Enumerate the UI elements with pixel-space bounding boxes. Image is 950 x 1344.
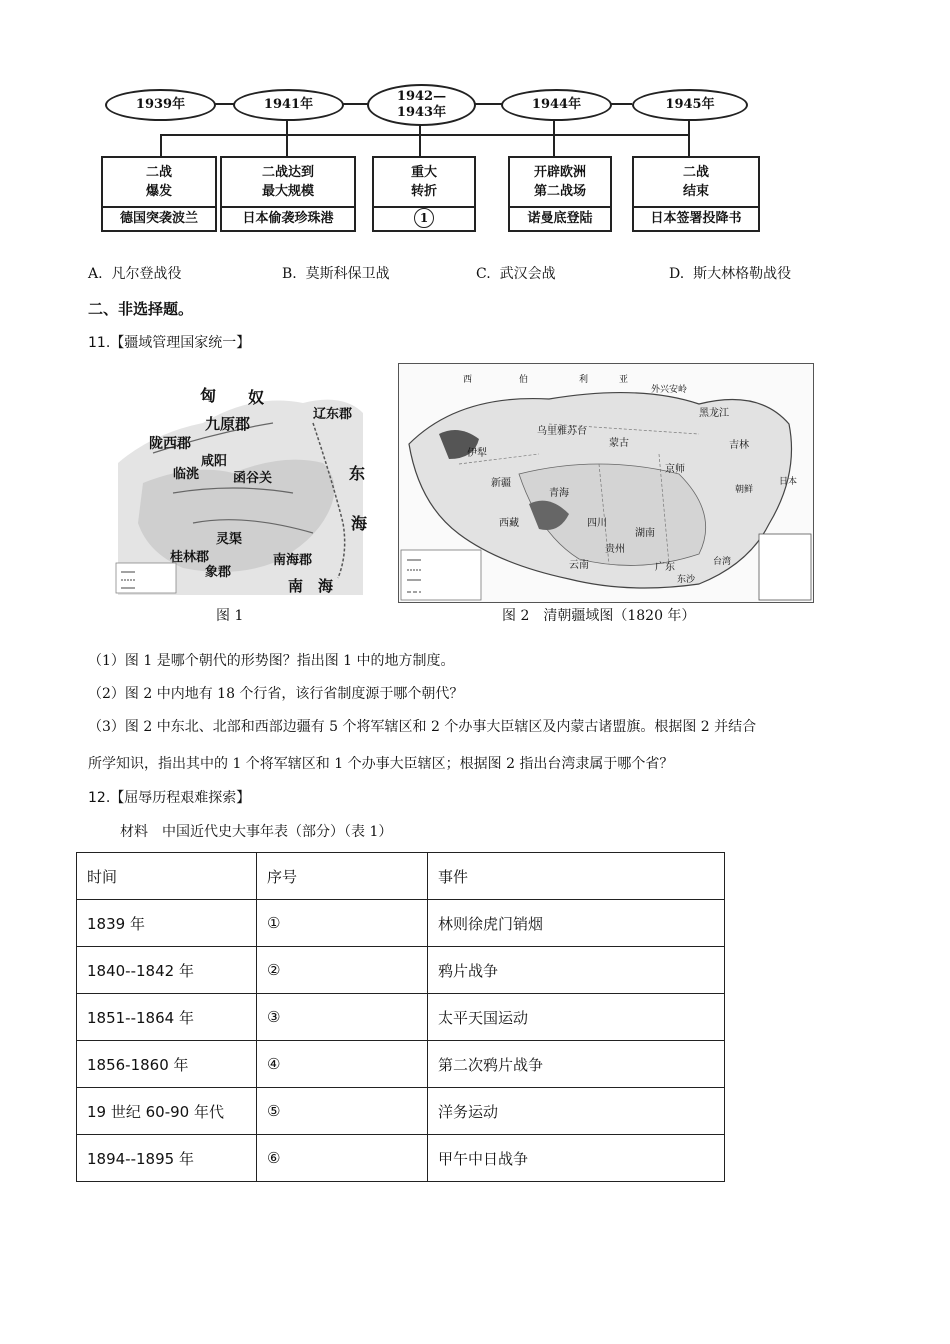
option-text: 凡尔登战役 bbox=[111, 266, 182, 282]
table-cell: 洋务运动 bbox=[428, 1088, 725, 1135]
map-label: 新疆 bbox=[491, 478, 511, 489]
question-11-title: 11.【疆域管理国家统一】 bbox=[88, 335, 251, 351]
map-label: 函谷关 bbox=[233, 471, 273, 486]
table-row bbox=[77, 994, 725, 1041]
event-title: 二战 bbox=[145, 165, 172, 180]
connector bbox=[553, 120, 555, 158]
option-text: 斯大林格勒战役 bbox=[693, 266, 792, 282]
year-label: 1939年 bbox=[135, 97, 186, 112]
map-label: 东沙 bbox=[677, 575, 696, 585]
map-label: 蒙古 bbox=[609, 438, 629, 449]
option-letter: A. bbox=[88, 266, 103, 282]
map-label: 陇西郡 bbox=[149, 436, 191, 452]
map-label: 四川 bbox=[587, 518, 607, 529]
event-title: 爆发 bbox=[145, 184, 172, 199]
map-label: 九原郡 bbox=[205, 415, 251, 433]
blank-marker: 1 bbox=[414, 208, 434, 228]
year-oval bbox=[632, 89, 748, 121]
map-label: 亚 bbox=[619, 375, 629, 385]
option-text: 武汉会战 bbox=[499, 266, 556, 282]
table-cell: 1851--1864 年 bbox=[77, 994, 257, 1041]
table-cell: 太平天国运动 bbox=[428, 994, 725, 1041]
connector bbox=[419, 124, 421, 158]
map-label: 云南 bbox=[569, 560, 589, 571]
table-cell: 林则徐虎门销烟 bbox=[428, 900, 725, 947]
map-label: 利 bbox=[579, 375, 589, 385]
events-table bbox=[76, 852, 725, 1182]
year-label: 1941年 bbox=[263, 97, 314, 112]
year-label: 1945年 bbox=[665, 97, 715, 112]
event-title: 二战达到 bbox=[261, 165, 314, 180]
event-box bbox=[101, 156, 217, 232]
connector bbox=[341, 103, 369, 105]
figure-2-caption: 图 2 清朝疆域图（1820 年） bbox=[502, 608, 696, 624]
option-b[interactable] bbox=[282, 263, 390, 283]
option-letter: B. bbox=[282, 266, 297, 282]
event-detail: 诺曼底登陆 bbox=[527, 211, 593, 226]
question-11-1: （1）图 1 是哪个朝代的形势图？指出图 1 中的地方制度。 bbox=[88, 653, 455, 669]
event-title: 结束 bbox=[682, 184, 709, 199]
figure-1-caption: 图 1 bbox=[216, 608, 244, 624]
map-label: 吉林 bbox=[729, 440, 749, 451]
map-label: 黑龙江 bbox=[699, 408, 729, 419]
map-label: 咸阳 bbox=[201, 454, 228, 469]
table-cell: 19 世纪 60-90 年代 bbox=[77, 1088, 257, 1135]
map-label: 湖南 bbox=[635, 528, 655, 539]
map-label: 东 bbox=[349, 464, 366, 483]
option-letter: D. bbox=[669, 266, 685, 282]
table-cell: 鸦片战争 bbox=[428, 947, 725, 994]
map-label: 乌里雅苏台 bbox=[537, 426, 587, 437]
event-title: 转折 bbox=[410, 184, 437, 199]
year-label: 1942— 1943年 bbox=[396, 89, 447, 120]
year-oval bbox=[501, 89, 612, 121]
event-box bbox=[372, 156, 476, 232]
material-caption: 材料 中国近代史大事年表（部分）（表 1） bbox=[120, 824, 393, 840]
map-label: 日本 bbox=[779, 477, 798, 487]
map-label: 贵州 bbox=[605, 544, 625, 555]
connector bbox=[213, 103, 235, 105]
table-header: 时间 bbox=[77, 853, 257, 900]
map-label: 象郡 bbox=[205, 565, 232, 580]
question-12-title: 12.【屈辱历程艰难探索】 bbox=[88, 790, 251, 806]
table-row bbox=[77, 1135, 725, 1182]
table-header: 事件 bbox=[428, 853, 725, 900]
map-label: 京师 bbox=[665, 464, 685, 475]
table-row bbox=[77, 1041, 725, 1088]
section-title: 二、非选择题。 bbox=[88, 300, 194, 318]
map-label: 桂林郡 bbox=[170, 550, 210, 565]
option-d[interactable] bbox=[669, 263, 791, 283]
map-label: 辽东郡 bbox=[313, 407, 353, 422]
table-cell: 1839 年 bbox=[77, 900, 257, 947]
connector bbox=[160, 134, 690, 136]
table-row bbox=[77, 900, 725, 947]
map-label: 海 bbox=[318, 577, 334, 595]
map-label: 伯 bbox=[519, 375, 529, 385]
year-oval bbox=[233, 89, 344, 121]
event-title: 开辟欧洲 bbox=[533, 165, 586, 180]
year-oval bbox=[105, 89, 216, 121]
table-cell: 第二次鸦片战争 bbox=[428, 1041, 725, 1088]
map-label: 海 bbox=[351, 514, 368, 533]
map-label: 临洮 bbox=[173, 467, 200, 482]
year-oval bbox=[367, 84, 476, 126]
map-label: 外兴安岭 bbox=[651, 385, 688, 395]
connector bbox=[286, 120, 288, 158]
table-header-row bbox=[77, 853, 725, 900]
map-label: 台湾 bbox=[713, 557, 732, 567]
map-label: 西藏 bbox=[499, 518, 519, 529]
map-label: 广东 bbox=[655, 562, 675, 573]
year-label: 1944年 bbox=[531, 97, 582, 112]
table-cell: 1856-1860 年 bbox=[77, 1041, 257, 1088]
event-box bbox=[632, 156, 760, 232]
connector bbox=[472, 103, 502, 105]
table-cell: 甲午中日战争 bbox=[428, 1135, 725, 1182]
event-box bbox=[220, 156, 356, 232]
figure-1-map bbox=[113, 363, 369, 595]
event-title: 第二战场 bbox=[533, 184, 586, 199]
connector bbox=[160, 134, 162, 158]
map-label: 灵渠 bbox=[216, 532, 243, 547]
option-letter: C. bbox=[476, 266, 491, 282]
map-label: 青海 bbox=[549, 488, 569, 499]
table-cell: ④ bbox=[257, 1041, 428, 1088]
map-label: 奴 bbox=[248, 388, 265, 407]
map-label: 伊犁 bbox=[467, 448, 487, 459]
option-c[interactable] bbox=[476, 263, 556, 283]
event-detail: 日本签署投降书 bbox=[650, 211, 742, 226]
map-label: 南 bbox=[288, 577, 304, 595]
option-a[interactable] bbox=[88, 263, 181, 283]
event-box bbox=[508, 156, 612, 232]
connector bbox=[688, 120, 690, 158]
question-11-2: （2）图 2 中内地有 18 个行省，该行省制度源于哪个朝代？ bbox=[88, 686, 464, 702]
event-detail: 日本偷袭珍珠港 bbox=[242, 211, 334, 226]
table-cell: ② bbox=[257, 947, 428, 994]
table-cell: ⑥ bbox=[257, 1135, 428, 1182]
table-cell: ⑤ bbox=[257, 1088, 428, 1135]
figure-2-map bbox=[398, 363, 814, 603]
table-row bbox=[77, 947, 725, 994]
table-cell: 1894--1895 年 bbox=[77, 1135, 257, 1182]
event-detail: 德国突袭波兰 bbox=[119, 211, 198, 226]
table-cell: ① bbox=[257, 900, 428, 947]
table-row bbox=[77, 1088, 725, 1135]
map-label: 南海郡 bbox=[273, 553, 313, 568]
event-title: 最大规模 bbox=[261, 184, 314, 199]
table-cell: ③ bbox=[257, 994, 428, 1041]
map-label: 匈 bbox=[200, 386, 217, 405]
map-label: 朝鲜 bbox=[735, 485, 754, 495]
question-11-3: （3）图 2 中东北、北部和西部边疆有 5 个将军辖区和 2 个办事大臣辖区及内蒙古诸盟旗。根据图 2 并结合 bbox=[88, 719, 757, 735]
event-title: 二战 bbox=[682, 165, 709, 180]
table-cell: 1840--1842 年 bbox=[77, 947, 257, 994]
map-label: 西 bbox=[463, 375, 473, 385]
option-text: 莫斯科保卫战 bbox=[305, 266, 390, 282]
event-title: 重大 bbox=[410, 165, 437, 180]
question-11-3-cont: 所学知识，指出其中的 1 个将军辖区和 1 个办事大臣辖区；根据图 2 指出台湾隶属于哪个省？ bbox=[88, 756, 674, 772]
table-header: 序号 bbox=[257, 853, 428, 900]
